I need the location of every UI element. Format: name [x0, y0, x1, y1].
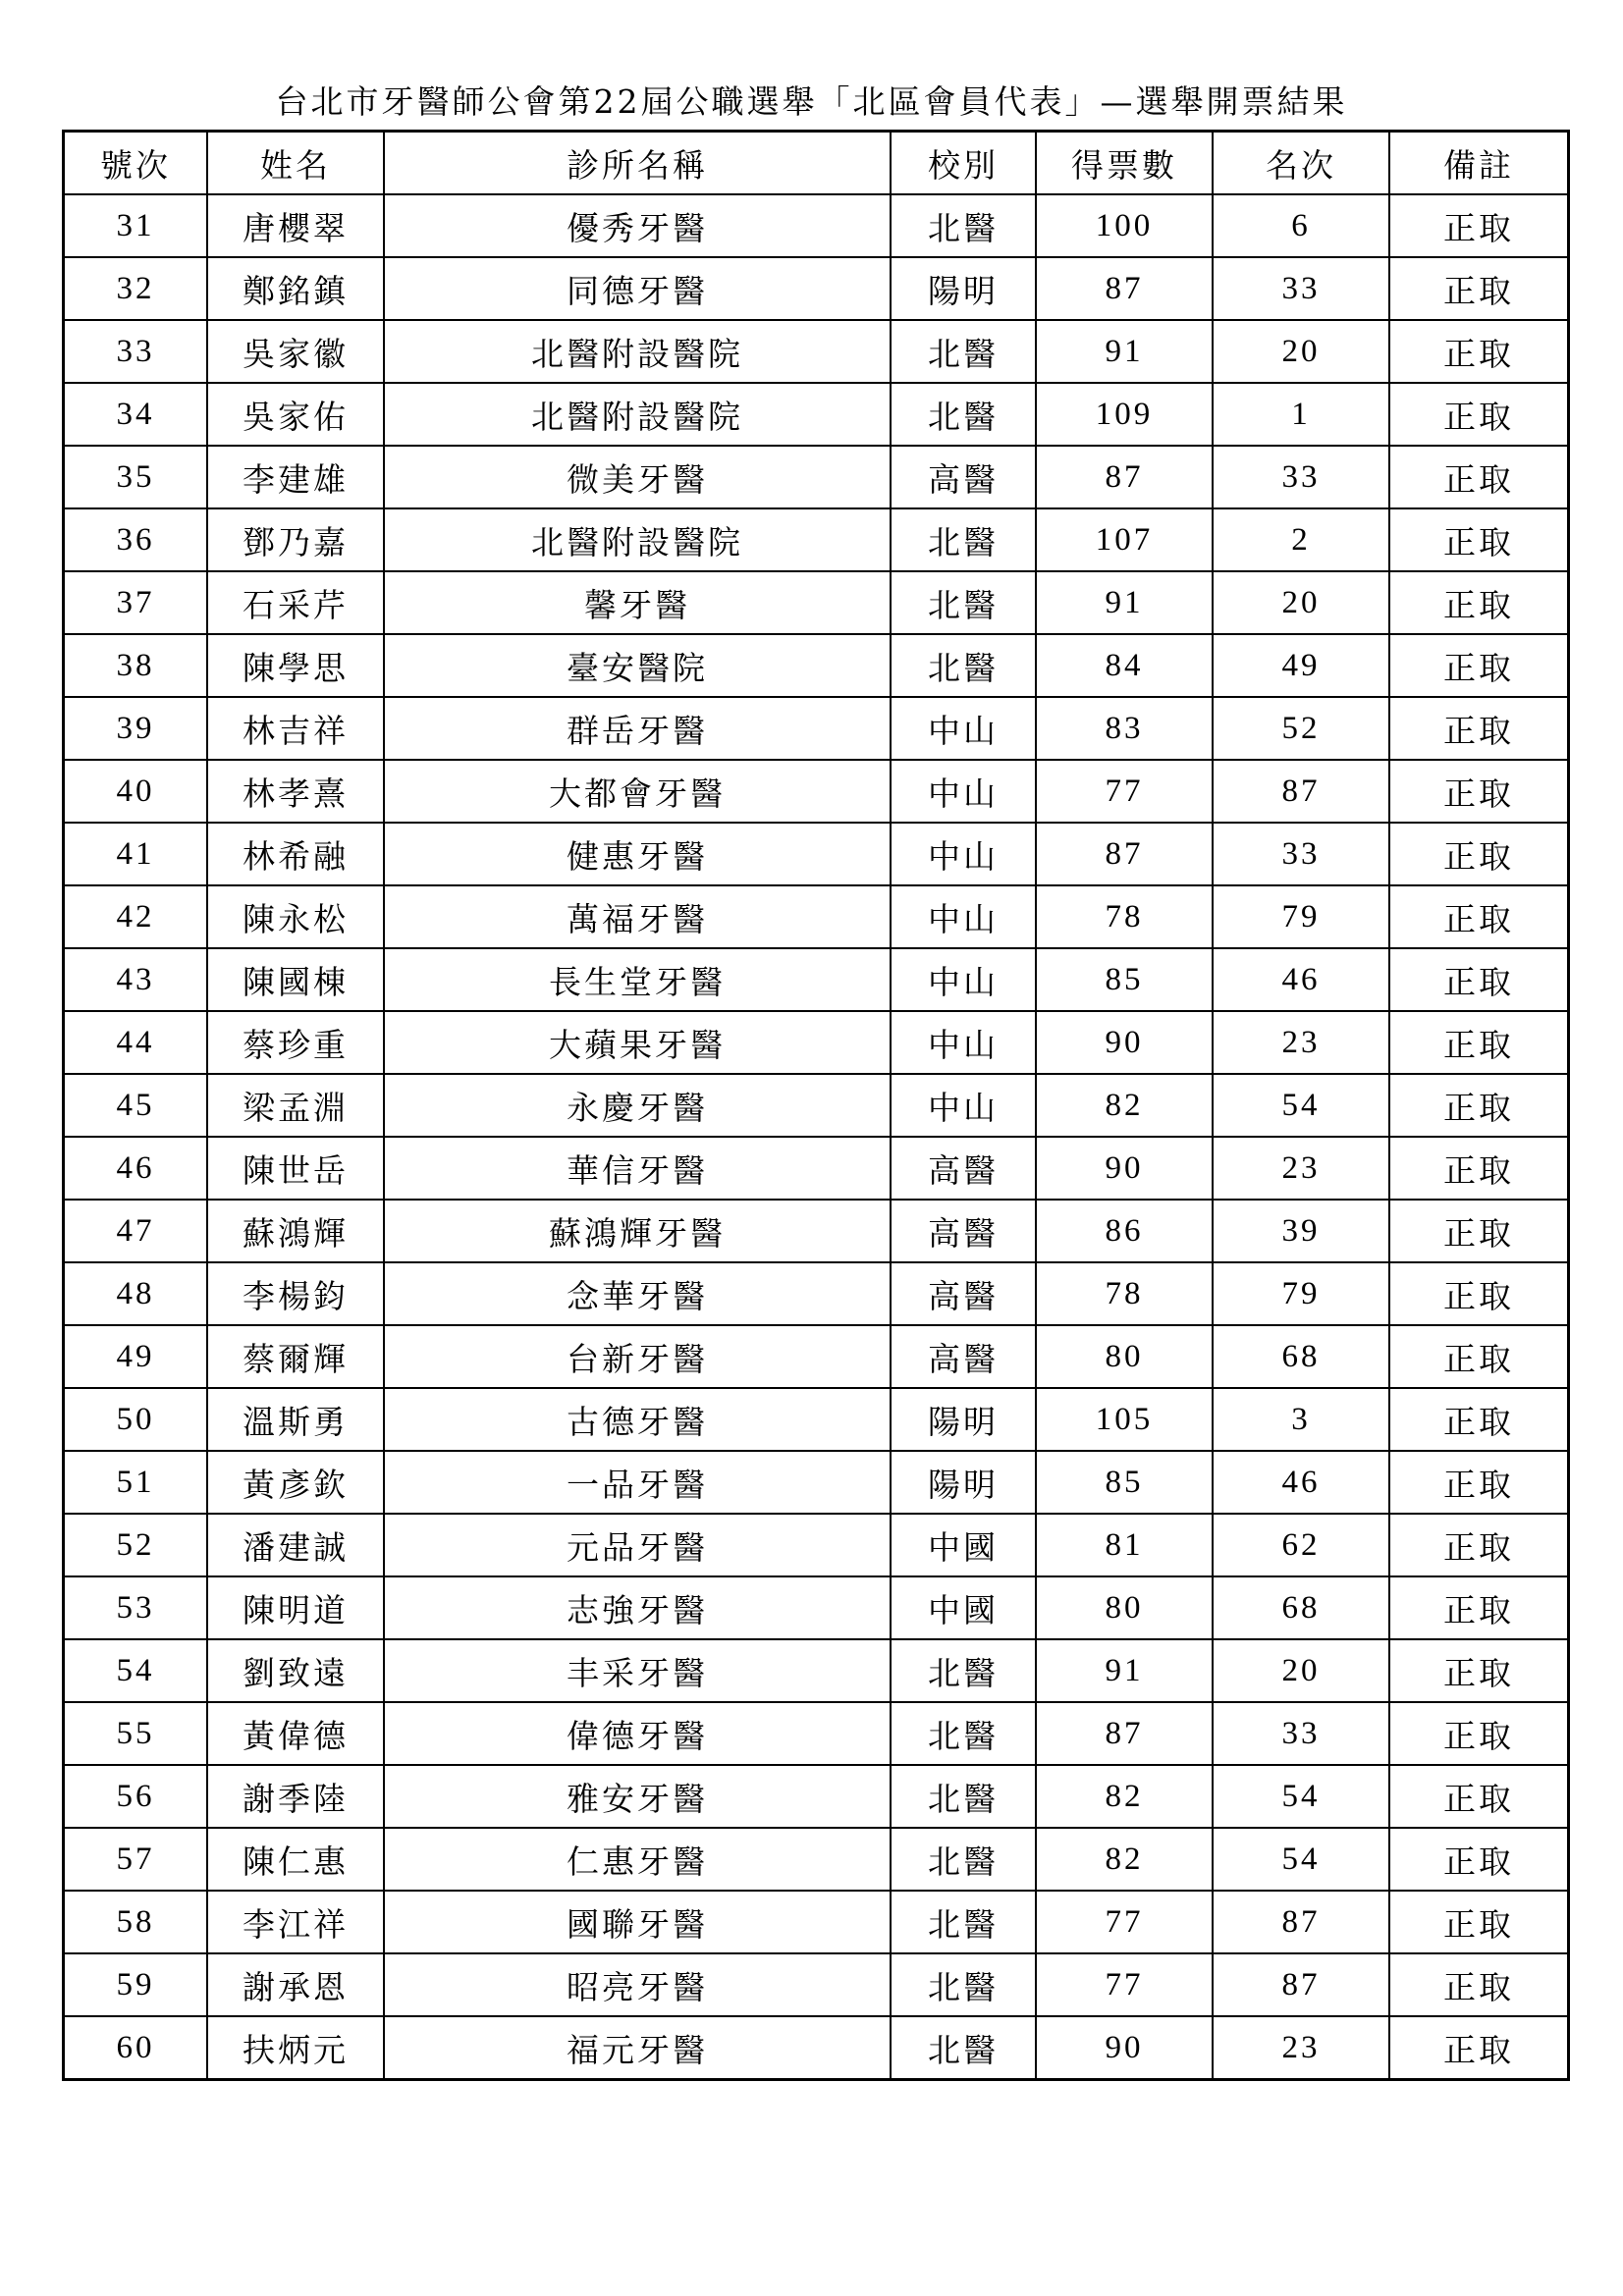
cell-note: 正取 — [1389, 1011, 1569, 1074]
cell-name: 蘇鴻輝 — [207, 1200, 384, 1262]
cell-school: 北醫 — [891, 1891, 1036, 1953]
cell-name: 黃偉德 — [207, 1702, 384, 1765]
cell-name: 林孝熹 — [207, 760, 384, 823]
cell-votes: 82 — [1036, 1765, 1213, 1828]
cell-votes: 91 — [1036, 320, 1213, 383]
cell-no: 44 — [64, 1011, 208, 1074]
cell-rank: 33 — [1213, 446, 1389, 508]
cell-note: 正取 — [1389, 885, 1569, 948]
cell-clinic: 志強牙醫 — [384, 1576, 891, 1639]
cell-note: 正取 — [1389, 760, 1569, 823]
cell-school: 高醫 — [891, 1137, 1036, 1200]
cell-no: 47 — [64, 1200, 208, 1262]
header-name: 姓名 — [207, 132, 384, 195]
cell-no: 31 — [64, 194, 208, 257]
cell-clinic: 元品牙醫 — [384, 1514, 891, 1576]
cell-rank: 62 — [1213, 1514, 1389, 1576]
cell-clinic: 臺安醫院 — [384, 634, 891, 697]
cell-name: 陳學思 — [207, 634, 384, 697]
cell-no: 53 — [64, 1576, 208, 1639]
table-row — [64, 383, 1569, 446]
cell-rank: 33 — [1213, 823, 1389, 885]
cell-clinic: 北醫附設醫院 — [384, 320, 891, 383]
table-row — [64, 1765, 1569, 1828]
cell-school: 北醫 — [891, 383, 1036, 446]
cell-clinic: 古德牙醫 — [384, 1388, 891, 1451]
cell-note: 正取 — [1389, 1074, 1569, 1137]
cell-name: 唐櫻翠 — [207, 194, 384, 257]
table-row — [64, 1074, 1569, 1137]
cell-rank: 23 — [1213, 1011, 1389, 1074]
cell-no: 39 — [64, 697, 208, 760]
header-rank: 名次 — [1213, 132, 1389, 195]
cell-rank: 20 — [1213, 571, 1389, 634]
cell-no: 46 — [64, 1137, 208, 1200]
cell-name: 李楊鈞 — [207, 1262, 384, 1325]
cell-school: 中山 — [891, 697, 1036, 760]
cell-name: 林吉祥 — [207, 697, 384, 760]
cell-no: 57 — [64, 1828, 208, 1891]
cell-votes: 82 — [1036, 1828, 1213, 1891]
cell-name: 謝季陸 — [207, 1765, 384, 1828]
cell-name: 梁孟淵 — [207, 1074, 384, 1137]
election-results-table — [62, 130, 1570, 2081]
cell-note: 正取 — [1389, 571, 1569, 634]
table-row — [64, 634, 1569, 697]
cell-clinic: 長生堂牙醫 — [384, 948, 891, 1011]
cell-name: 陳永松 — [207, 885, 384, 948]
cell-votes: 90 — [1036, 1137, 1213, 1200]
cell-name: 蔡爾輝 — [207, 1325, 384, 1388]
cell-votes: 87 — [1036, 1702, 1213, 1765]
cell-rank: 87 — [1213, 760, 1389, 823]
cell-votes: 85 — [1036, 1451, 1213, 1514]
cell-name: 李江祥 — [207, 1891, 384, 1953]
table-row — [64, 1576, 1569, 1639]
cell-school: 中山 — [891, 760, 1036, 823]
cell-clinic: 華信牙醫 — [384, 1137, 891, 1200]
cell-school: 陽明 — [891, 1388, 1036, 1451]
table-row — [64, 1828, 1569, 1891]
cell-note: 正取 — [1389, 1514, 1569, 1576]
header-no: 號次 — [64, 132, 208, 195]
table-row — [64, 1451, 1569, 1514]
cell-note: 正取 — [1389, 508, 1569, 571]
cell-rank: 33 — [1213, 257, 1389, 320]
cell-note: 正取 — [1389, 257, 1569, 320]
cell-no: 51 — [64, 1451, 208, 1514]
cell-clinic: 北醫附設醫院 — [384, 508, 891, 571]
cell-school: 北醫 — [891, 1639, 1036, 1702]
cell-rank: 6 — [1213, 194, 1389, 257]
table-row — [64, 1702, 1569, 1765]
table-row — [64, 508, 1569, 571]
cell-school: 高醫 — [891, 1262, 1036, 1325]
table-row — [64, 1325, 1569, 1388]
cell-note: 正取 — [1389, 634, 1569, 697]
cell-rank: 54 — [1213, 1765, 1389, 1828]
cell-note: 正取 — [1389, 194, 1569, 257]
table-row — [64, 1388, 1569, 1451]
cell-note: 正取 — [1389, 1200, 1569, 1262]
cell-votes: 81 — [1036, 1514, 1213, 1576]
cell-school: 北醫 — [891, 320, 1036, 383]
cell-clinic: 丰采牙醫 — [384, 1639, 891, 1702]
cell-rank: 52 — [1213, 697, 1389, 760]
cell-note: 正取 — [1389, 823, 1569, 885]
table-row — [64, 571, 1569, 634]
cell-clinic: 國聯牙醫 — [384, 1891, 891, 1953]
cell-school: 高醫 — [891, 1325, 1036, 1388]
cell-votes: 80 — [1036, 1576, 1213, 1639]
cell-no: 38 — [64, 634, 208, 697]
cell-name: 陳明道 — [207, 1576, 384, 1639]
cell-votes: 83 — [1036, 697, 1213, 760]
cell-rank: 87 — [1213, 1953, 1389, 2016]
cell-name: 吳家佑 — [207, 383, 384, 446]
cell-school: 高醫 — [891, 446, 1036, 508]
cell-school: 陽明 — [891, 1451, 1036, 1514]
cell-school: 中國 — [891, 1514, 1036, 1576]
cell-school: 北醫 — [891, 1953, 1036, 2016]
cell-no: 48 — [64, 1262, 208, 1325]
cell-name: 蔡珍重 — [207, 1011, 384, 1074]
page-title: 台北市牙醫師公會第22屆公職選舉「北區會員代表」—選舉開票結果 — [275, 82, 1348, 121]
header-votes: 得票數 — [1036, 132, 1213, 195]
cell-clinic: 一品牙醫 — [384, 1451, 891, 1514]
cell-name: 陳仁惠 — [207, 1828, 384, 1891]
cell-note: 正取 — [1389, 1891, 1569, 1953]
table-row — [64, 1200, 1569, 1262]
cell-no: 58 — [64, 1891, 208, 1953]
cell-school: 北醫 — [891, 1828, 1036, 1891]
table-row — [64, 194, 1569, 257]
cell-school: 北醫 — [891, 194, 1036, 257]
cell-no: 45 — [64, 1074, 208, 1137]
cell-name: 石采芹 — [207, 571, 384, 634]
cell-note: 正取 — [1389, 1765, 1569, 1828]
cell-note: 正取 — [1389, 1828, 1569, 1891]
header-school: 校別 — [891, 132, 1036, 195]
cell-note: 正取 — [1389, 1576, 1569, 1639]
cell-clinic: 念華牙醫 — [384, 1262, 891, 1325]
cell-note: 正取 — [1389, 320, 1569, 383]
cell-no: 60 — [64, 2016, 208, 2080]
cell-votes: 78 — [1036, 1262, 1213, 1325]
cell-note: 正取 — [1389, 948, 1569, 1011]
table-row — [64, 257, 1569, 320]
table-header-row — [64, 132, 1569, 195]
cell-votes: 109 — [1036, 383, 1213, 446]
cell-no: 56 — [64, 1765, 208, 1828]
cell-no: 59 — [64, 1953, 208, 2016]
cell-rank: 1 — [1213, 383, 1389, 446]
cell-name: 劉致遠 — [207, 1639, 384, 1702]
cell-no: 37 — [64, 571, 208, 634]
cell-name: 李建雄 — [207, 446, 384, 508]
cell-rank: 23 — [1213, 2016, 1389, 2080]
cell-name: 鄧乃嘉 — [207, 508, 384, 571]
cell-votes: 91 — [1036, 571, 1213, 634]
cell-clinic: 北醫附設醫院 — [384, 383, 891, 446]
cell-no: 42 — [64, 885, 208, 948]
cell-note: 正取 — [1389, 1262, 1569, 1325]
cell-votes: 91 — [1036, 1639, 1213, 1702]
cell-name: 謝承恩 — [207, 1953, 384, 2016]
cell-rank: 3 — [1213, 1388, 1389, 1451]
cell-rank: 39 — [1213, 1200, 1389, 1262]
table-row — [64, 1137, 1569, 1200]
table-row — [64, 1011, 1569, 1074]
table-row — [64, 885, 1569, 948]
cell-votes: 87 — [1036, 257, 1213, 320]
cell-no: 41 — [64, 823, 208, 885]
cell-no: 55 — [64, 1702, 208, 1765]
cell-school: 北醫 — [891, 2016, 1036, 2080]
cell-no: 35 — [64, 446, 208, 508]
table-row — [64, 1514, 1569, 1576]
cell-note: 正取 — [1389, 697, 1569, 760]
cell-name: 黃彥欽 — [207, 1451, 384, 1514]
cell-no: 34 — [64, 383, 208, 446]
table-row — [64, 446, 1569, 508]
cell-votes: 100 — [1036, 194, 1213, 257]
cell-votes: 87 — [1036, 446, 1213, 508]
cell-name: 吳家徽 — [207, 320, 384, 383]
cell-clinic: 馨牙醫 — [384, 571, 891, 634]
table-row — [64, 1953, 1569, 2016]
cell-school: 中山 — [891, 1011, 1036, 1074]
cell-rank: 87 — [1213, 1891, 1389, 1953]
header-clinic: 診所名稱 — [384, 132, 891, 195]
cell-note: 正取 — [1389, 383, 1569, 446]
cell-note: 正取 — [1389, 1702, 1569, 1765]
cell-rank: 46 — [1213, 948, 1389, 1011]
cell-no: 49 — [64, 1325, 208, 1388]
cell-rank: 79 — [1213, 1262, 1389, 1325]
cell-note: 正取 — [1389, 2016, 1569, 2080]
cell-school: 北醫 — [891, 508, 1036, 571]
cell-school: 中國 — [891, 1576, 1036, 1639]
cell-votes: 90 — [1036, 1011, 1213, 1074]
cell-clinic: 蘇鴻輝牙醫 — [384, 1200, 891, 1262]
table-body — [64, 194, 1569, 2080]
table-row — [64, 1262, 1569, 1325]
cell-note: 正取 — [1389, 1137, 1569, 1200]
cell-school: 北醫 — [891, 634, 1036, 697]
cell-clinic: 雅安牙醫 — [384, 1765, 891, 1828]
cell-no: 33 — [64, 320, 208, 383]
cell-clinic: 優秀牙醫 — [384, 194, 891, 257]
cell-votes: 87 — [1036, 823, 1213, 885]
cell-clinic: 大都會牙醫 — [384, 760, 891, 823]
cell-clinic: 群岳牙醫 — [384, 697, 891, 760]
cell-clinic: 仁惠牙醫 — [384, 1828, 891, 1891]
cell-rank: 2 — [1213, 508, 1389, 571]
cell-clinic: 永慶牙醫 — [384, 1074, 891, 1137]
cell-no: 32 — [64, 257, 208, 320]
cell-school: 北醫 — [891, 1765, 1036, 1828]
cell-rank: 20 — [1213, 320, 1389, 383]
cell-clinic: 微美牙醫 — [384, 446, 891, 508]
cell-note: 正取 — [1389, 1325, 1569, 1388]
cell-rank: 33 — [1213, 1702, 1389, 1765]
cell-school: 北醫 — [891, 1702, 1036, 1765]
cell-no: 40 — [64, 760, 208, 823]
header-note: 備註 — [1389, 132, 1569, 195]
cell-note: 正取 — [1389, 1388, 1569, 1451]
cell-school: 陽明 — [891, 257, 1036, 320]
cell-votes: 86 — [1036, 1200, 1213, 1262]
cell-clinic: 福元牙醫 — [384, 2016, 891, 2080]
table-row — [64, 760, 1569, 823]
table-row — [64, 948, 1569, 1011]
cell-no: 54 — [64, 1639, 208, 1702]
cell-note: 正取 — [1389, 446, 1569, 508]
cell-clinic: 昭亮牙醫 — [384, 1953, 891, 2016]
table-row — [64, 1891, 1569, 1953]
cell-no: 43 — [64, 948, 208, 1011]
cell-rank: 46 — [1213, 1451, 1389, 1514]
cell-rank: 68 — [1213, 1325, 1389, 1388]
cell-school: 中山 — [891, 885, 1036, 948]
cell-name: 陳世岳 — [207, 1137, 384, 1200]
cell-name: 潘建誠 — [207, 1514, 384, 1576]
cell-note: 正取 — [1389, 1451, 1569, 1514]
cell-school: 中山 — [891, 948, 1036, 1011]
cell-rank: 68 — [1213, 1576, 1389, 1639]
cell-votes: 107 — [1036, 508, 1213, 571]
cell-rank: 54 — [1213, 1828, 1389, 1891]
cell-no: 36 — [64, 508, 208, 571]
table-row — [64, 823, 1569, 885]
cell-rank: 54 — [1213, 1074, 1389, 1137]
cell-note: 正取 — [1389, 1639, 1569, 1702]
table-row — [64, 697, 1569, 760]
cell-name: 陳國棟 — [207, 948, 384, 1011]
cell-clinic: 同德牙醫 — [384, 257, 891, 320]
cell-clinic: 偉德牙醫 — [384, 1702, 891, 1765]
cell-votes: 82 — [1036, 1074, 1213, 1137]
table-row — [64, 320, 1569, 383]
cell-name: 林希融 — [207, 823, 384, 885]
cell-rank: 79 — [1213, 885, 1389, 948]
cell-no: 52 — [64, 1514, 208, 1576]
cell-school: 北醫 — [891, 571, 1036, 634]
cell-clinic: 健惠牙醫 — [384, 823, 891, 885]
cell-votes: 78 — [1036, 885, 1213, 948]
cell-rank: 23 — [1213, 1137, 1389, 1200]
cell-rank: 49 — [1213, 634, 1389, 697]
cell-votes: 77 — [1036, 760, 1213, 823]
cell-votes: 90 — [1036, 2016, 1213, 2080]
cell-votes: 80 — [1036, 1325, 1213, 1388]
cell-votes: 84 — [1036, 634, 1213, 697]
cell-no: 50 — [64, 1388, 208, 1451]
cell-rank: 20 — [1213, 1639, 1389, 1702]
cell-name: 溫斯勇 — [207, 1388, 384, 1451]
cell-votes: 105 — [1036, 1388, 1213, 1451]
cell-votes: 85 — [1036, 948, 1213, 1011]
cell-clinic: 萬福牙醫 — [384, 885, 891, 948]
cell-name: 鄭銘鎮 — [207, 257, 384, 320]
cell-votes: 77 — [1036, 1891, 1213, 1953]
cell-school: 中山 — [891, 1074, 1036, 1137]
cell-note: 正取 — [1389, 1953, 1569, 2016]
cell-clinic: 台新牙醫 — [384, 1325, 891, 1388]
cell-votes: 77 — [1036, 1953, 1213, 2016]
cell-clinic: 大蘋果牙醫 — [384, 1011, 891, 1074]
table-row — [64, 1639, 1569, 1702]
cell-school: 中山 — [891, 823, 1036, 885]
cell-name: 扶炳元 — [207, 2016, 384, 2080]
cell-school: 高醫 — [891, 1200, 1036, 1262]
table-row — [64, 2016, 1569, 2080]
